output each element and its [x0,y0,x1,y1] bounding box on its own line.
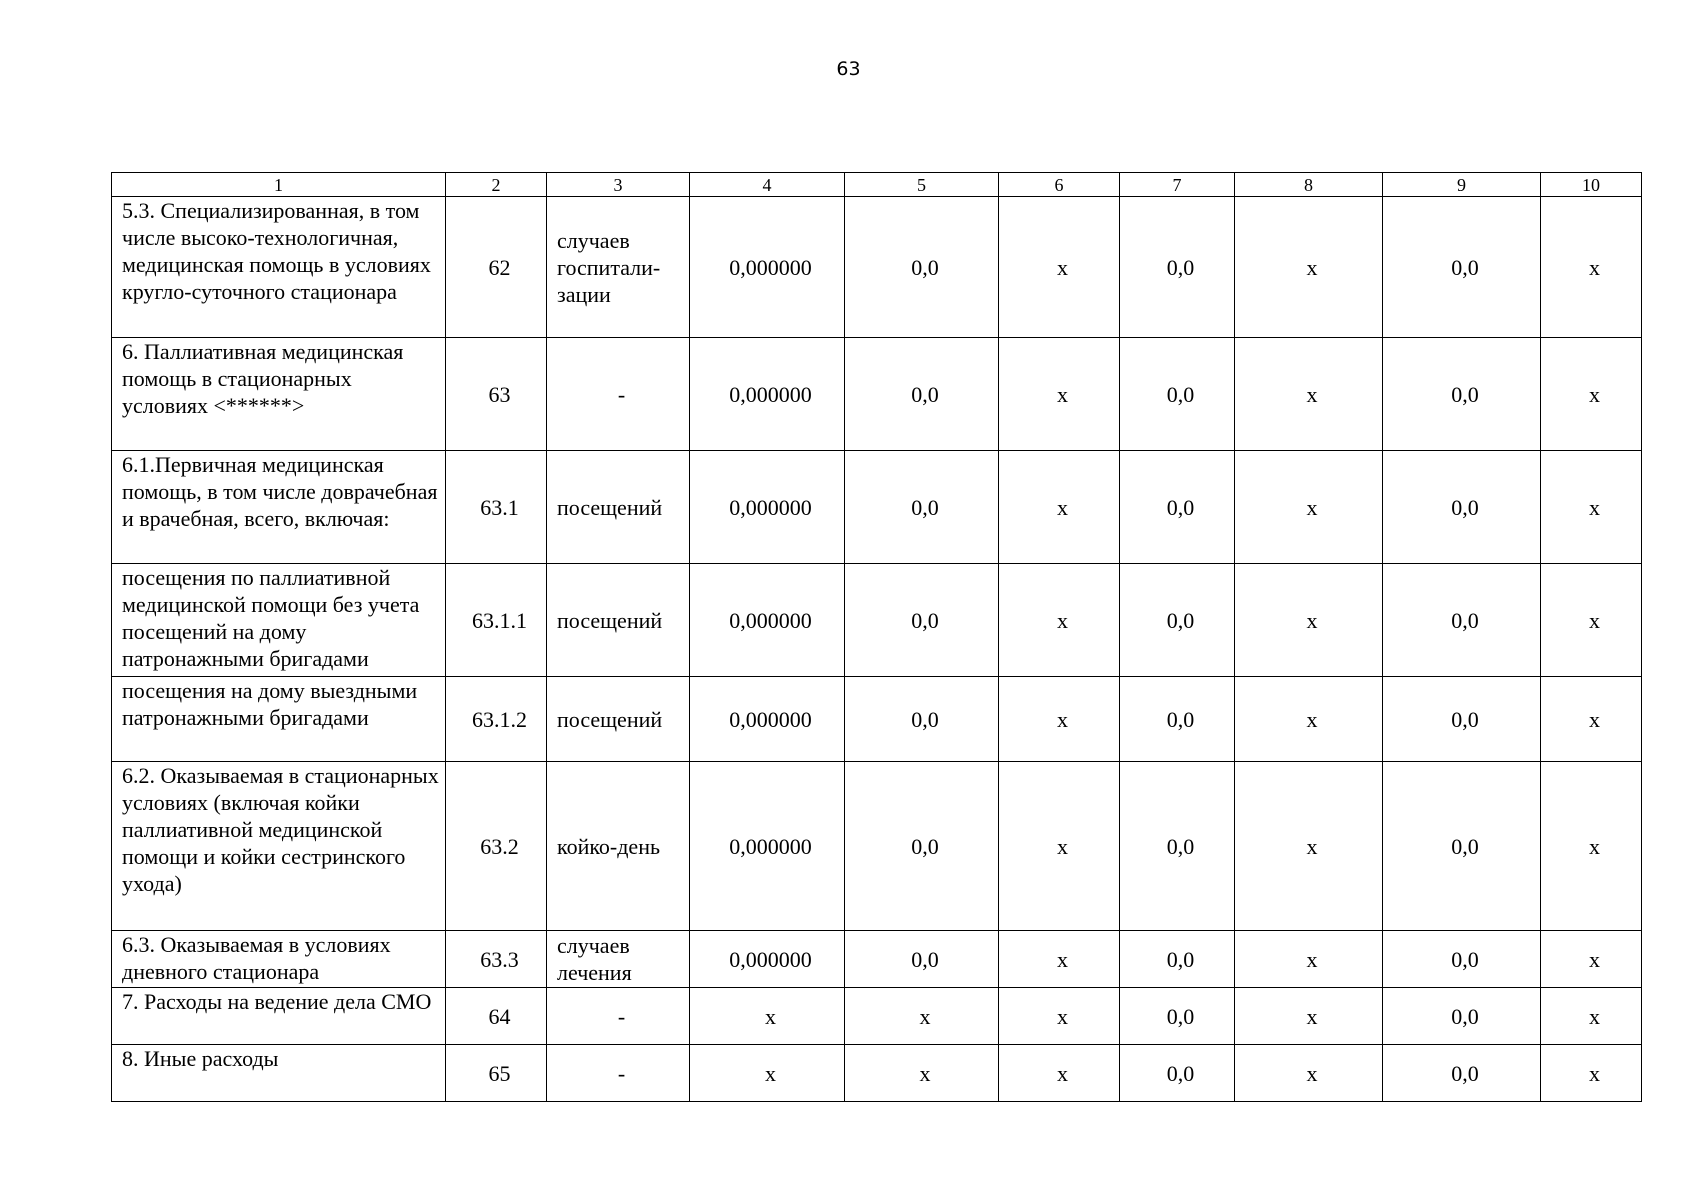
table-cell: х [1235,338,1383,451]
table-cell: 0,0 [845,197,999,338]
column-header: 8 [1235,173,1383,197]
table-row [112,197,1642,338]
row-name-cell: посещения по паллиативной медицинской помощи без учета посещений на дому патронажными бригадами [112,564,446,677]
table-row [112,677,1642,762]
row-unit-cell: - [547,338,690,451]
column-header: 10 [1541,173,1642,197]
row-name-cell: 5.3. Специализированная, в том числе высоко-технологичная, медицинская помощь в условиях кругло-суточного стационара [112,197,446,338]
table-cell: х [999,197,1120,338]
row-unit-cell: посещений [547,564,690,677]
table-cell: 0,0 [1120,988,1235,1045]
table-cell: х [1541,931,1642,988]
table-cell: х [999,677,1120,762]
column-header: 4 [690,173,845,197]
table-row [112,1045,1642,1102]
row-unit-cell: посещений [547,451,690,564]
row-name-cell: 8. Иные расходы [112,1045,446,1102]
column-header: 5 [845,173,999,197]
table-cell: 0,0 [1383,197,1541,338]
table-cell: 0,0 [1383,564,1541,677]
table-cell: 0,0 [845,564,999,677]
table-cell: 0,0 [1383,338,1541,451]
table-cell: 0,0 [1120,451,1235,564]
table-cell: 0,000000 [690,762,845,931]
table-cell: х [1541,564,1642,677]
table-cell: 0,000000 [690,931,845,988]
table-cell: х [999,931,1120,988]
column-header: 7 [1120,173,1235,197]
table-cell: 0,0 [845,677,999,762]
row-unit-cell: - [547,988,690,1045]
table-cell: 0,000000 [690,677,845,762]
table-cell: х [1541,451,1642,564]
row-name-cell: 6.2. Оказываемая в стационарных условиях (включая койки паллиативной медицинской помощи и койки сестринского ухода) [112,762,446,931]
page-number: 63 [836,58,861,80]
row-unit-cell: койко-день [547,762,690,931]
table-cell: 0,000000 [690,451,845,564]
row-code-cell: 63.1.1 [446,564,547,677]
table-cell: 0,0 [1383,1045,1541,1102]
column-header: 2 [446,173,547,197]
table-cell: х [845,988,999,1045]
table-cell: х [845,1045,999,1102]
table-cell: 0,0 [845,762,999,931]
table-cell: х [1235,197,1383,338]
table-cell: 0,0 [1120,1045,1235,1102]
table-cell: 0,0 [845,338,999,451]
table-cell: 0,0 [1383,451,1541,564]
table-header-row [112,173,1642,197]
row-unit-cell: случаев госпитали-зации [547,197,690,338]
table-cell: 0,0 [1120,338,1235,451]
table-cell: х [1235,564,1383,677]
table-cell: х [999,451,1120,564]
table-cell: 0,0 [1383,931,1541,988]
table-cell: 0,0 [1120,762,1235,931]
row-code-cell: 63.1.2 [446,677,547,762]
column-header: 6 [999,173,1120,197]
table-cell: х [1541,988,1642,1045]
table-row [112,451,1642,564]
table-row [112,564,1642,677]
column-header: 9 [1383,173,1541,197]
table-cell: 0,0 [1383,988,1541,1045]
row-name-cell: 6.3. Оказываемая в условиях дневного стационара [112,931,446,988]
table-row [112,931,1642,988]
row-code-cell: 62 [446,197,547,338]
row-name-cell: посещения на дому выездными патронажными бригадами [112,677,446,762]
table-cell: 0,0 [1120,931,1235,988]
table-cell: х [1541,677,1642,762]
row-code-cell: 64 [446,988,547,1045]
table-row [112,988,1642,1045]
row-code-cell: 63.3 [446,931,547,988]
column-header: 3 [547,173,690,197]
table-row [112,762,1642,931]
table-cell: 0,000000 [690,338,845,451]
table-cell: х [1235,762,1383,931]
table-cell: х [999,762,1120,931]
table-cell: х [1541,762,1642,931]
row-unit-cell: случаев лечения [547,931,690,988]
table-cell: х [999,564,1120,677]
table-cell: х [1235,451,1383,564]
row-name-cell: 6. Паллиативная медицинская помощь в стационарных условиях <******> [112,338,446,451]
row-code-cell: 63 [446,338,547,451]
data-table [111,172,1642,1102]
row-unit-cell: - [547,1045,690,1102]
row-code-cell: 65 [446,1045,547,1102]
table-cell: х [1235,677,1383,762]
table-cell: х [690,988,845,1045]
column-header: 1 [112,173,446,197]
table-cell: х [999,988,1120,1045]
table-cell: х [1541,1045,1642,1102]
table-cell: х [1235,931,1383,988]
table-cell: 0,0 [1120,677,1235,762]
table-cell: 0,0 [1383,677,1541,762]
table-cell: х [999,338,1120,451]
table-cell: 0,0 [1120,564,1235,677]
table-cell: 0,0 [845,931,999,988]
table-cell: х [690,1045,845,1102]
row-unit-cell: посещений [547,677,690,762]
table-cell: х [999,1045,1120,1102]
table-cell: х [1235,988,1383,1045]
table-cell: 0,000000 [690,197,845,338]
table-cell: х [1235,1045,1383,1102]
row-name-cell: 6.1.Первичная медицинская помощь, в том числе доврачебная и врачебная, всего, включая: [112,451,446,564]
table-cell: х [1541,338,1642,451]
row-name-cell: 7. Расходы на ведение дела СМО [112,988,446,1045]
table-row [112,338,1642,451]
row-code-cell: 63.1 [446,451,547,564]
table-cell: 0,0 [1383,762,1541,931]
table-cell: 0,0 [1120,197,1235,338]
table-cell: 0,000000 [690,564,845,677]
row-code-cell: 63.2 [446,762,547,931]
table-cell: 0,0 [845,451,999,564]
table-cell: х [1541,197,1642,338]
